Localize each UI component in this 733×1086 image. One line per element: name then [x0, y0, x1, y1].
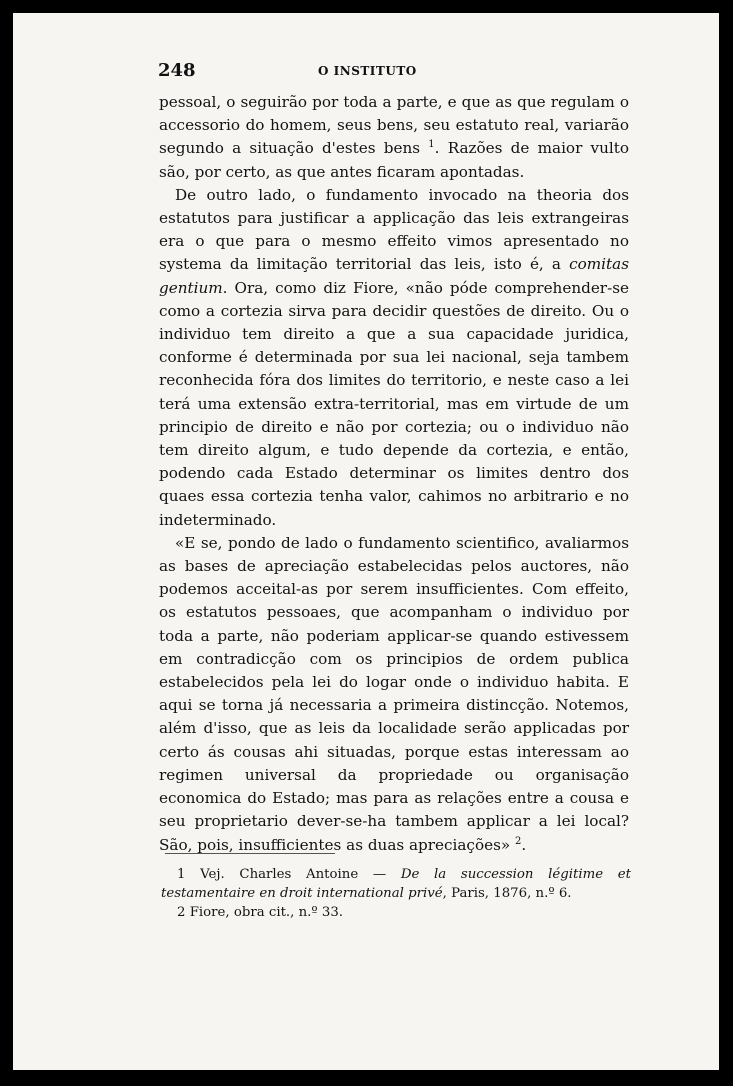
paragraph-2: [159, 184, 629, 532]
footnote-divider: [165, 853, 335, 854]
footnote-2-number: 2: [177, 905, 186, 920]
footnote-ref-1: 1: [428, 139, 435, 151]
footnote-1-text-b: , Paris, 1876, n.º 6.: [442, 886, 572, 901]
footnote-ref-2: 2: [515, 835, 522, 847]
footnote-2: [161, 903, 631, 922]
footnote-1: [161, 865, 631, 903]
p2-italic: comitas gentium: [159, 255, 629, 297]
footnote-1-text-a: Vej. Charles Antoine —: [185, 867, 401, 882]
body-text: [159, 91, 629, 857]
p2-text-b: . Ora, como diz Fiore, «não póde comprehender-se como a cortezia sirva para decidir questões de direito. Ou o individuo tem direito a que a sua capacidade juridica, conforme é determinada por sua lei nacional, seja tambem reconhecida fóra dos limites do territorio, e neste caso a lei terá uma extensão extra-territorial, mas em virtude de um principio de direito e não por cortezia; ou o individuo não tem direito algum, e tudo depende da cortezia, e então, podendo cada Estado determinar os limites dentro dos quaes essa cortezia tenha valor, cahimos no arbitrario e no indeterminado.: [159, 278, 629, 529]
p3-text: «E se, pondo de lado o fundamento scientifico, avaliarmos as bases de apreciação estabelecidas pelos auctores, não podemos acceital-as por serem insufficientes. Com effeito, os estatutos pessoaes, que acompanham o individuo por toda a parte, não poderiam applicar-se quando estivessem em contradicção com os principios de ordem publica estabelecidos pela lei do logar onde o individuo habita. E aqui se torna já necessaria a primeira distincção. Notemos, além d'isso, que as leis da localidade serão applicadas por certo ás cousas ahi situadas, porque estas interessam ao regimen universal da propriedade ou organisação economica do Estado; mas para as relações entre a cousa e seu proprietario dever-se-ha tambem applicar a lei local? São, pois, insufficientes as duas apreciações»: [159, 533, 629, 854]
footnote-1-number: 1: [177, 867, 186, 882]
running-title: O INSTITUTO: [318, 64, 417, 78]
footnotes: [161, 865, 631, 922]
p3-tail: .: [521, 835, 527, 854]
paragraph-1: [159, 91, 629, 184]
p1-tail: . Razões de maior vulto são, por certo, as que antes ficaram apontadas.: [159, 139, 630, 181]
footnote-2-text: Fiore, obra cit., n.º 33.: [185, 905, 344, 920]
page-number: 248: [158, 60, 196, 81]
p1-text: pessoal, o seguirão por toda a parte, e que as que regulam o accessorio do homem, seus bens, seu estatuto real, variarão segundo a situação d'estes bens: [159, 93, 629, 158]
p2-text-a: De outro lado, o fundamento invocado na theoria dos estatutos para justificar a applicação das leis extrangeiras era o que para o mesmo effeito vimos apresentado no systema da limitação territorial das leis, isto é, a: [159, 185, 629, 274]
page-header: [158, 60, 628, 86]
paragraph-3: [159, 532, 629, 857]
footnote-1-italic: De la succession légitime et testamentaire en droit international privé: [161, 867, 631, 901]
page: [13, 13, 719, 1070]
